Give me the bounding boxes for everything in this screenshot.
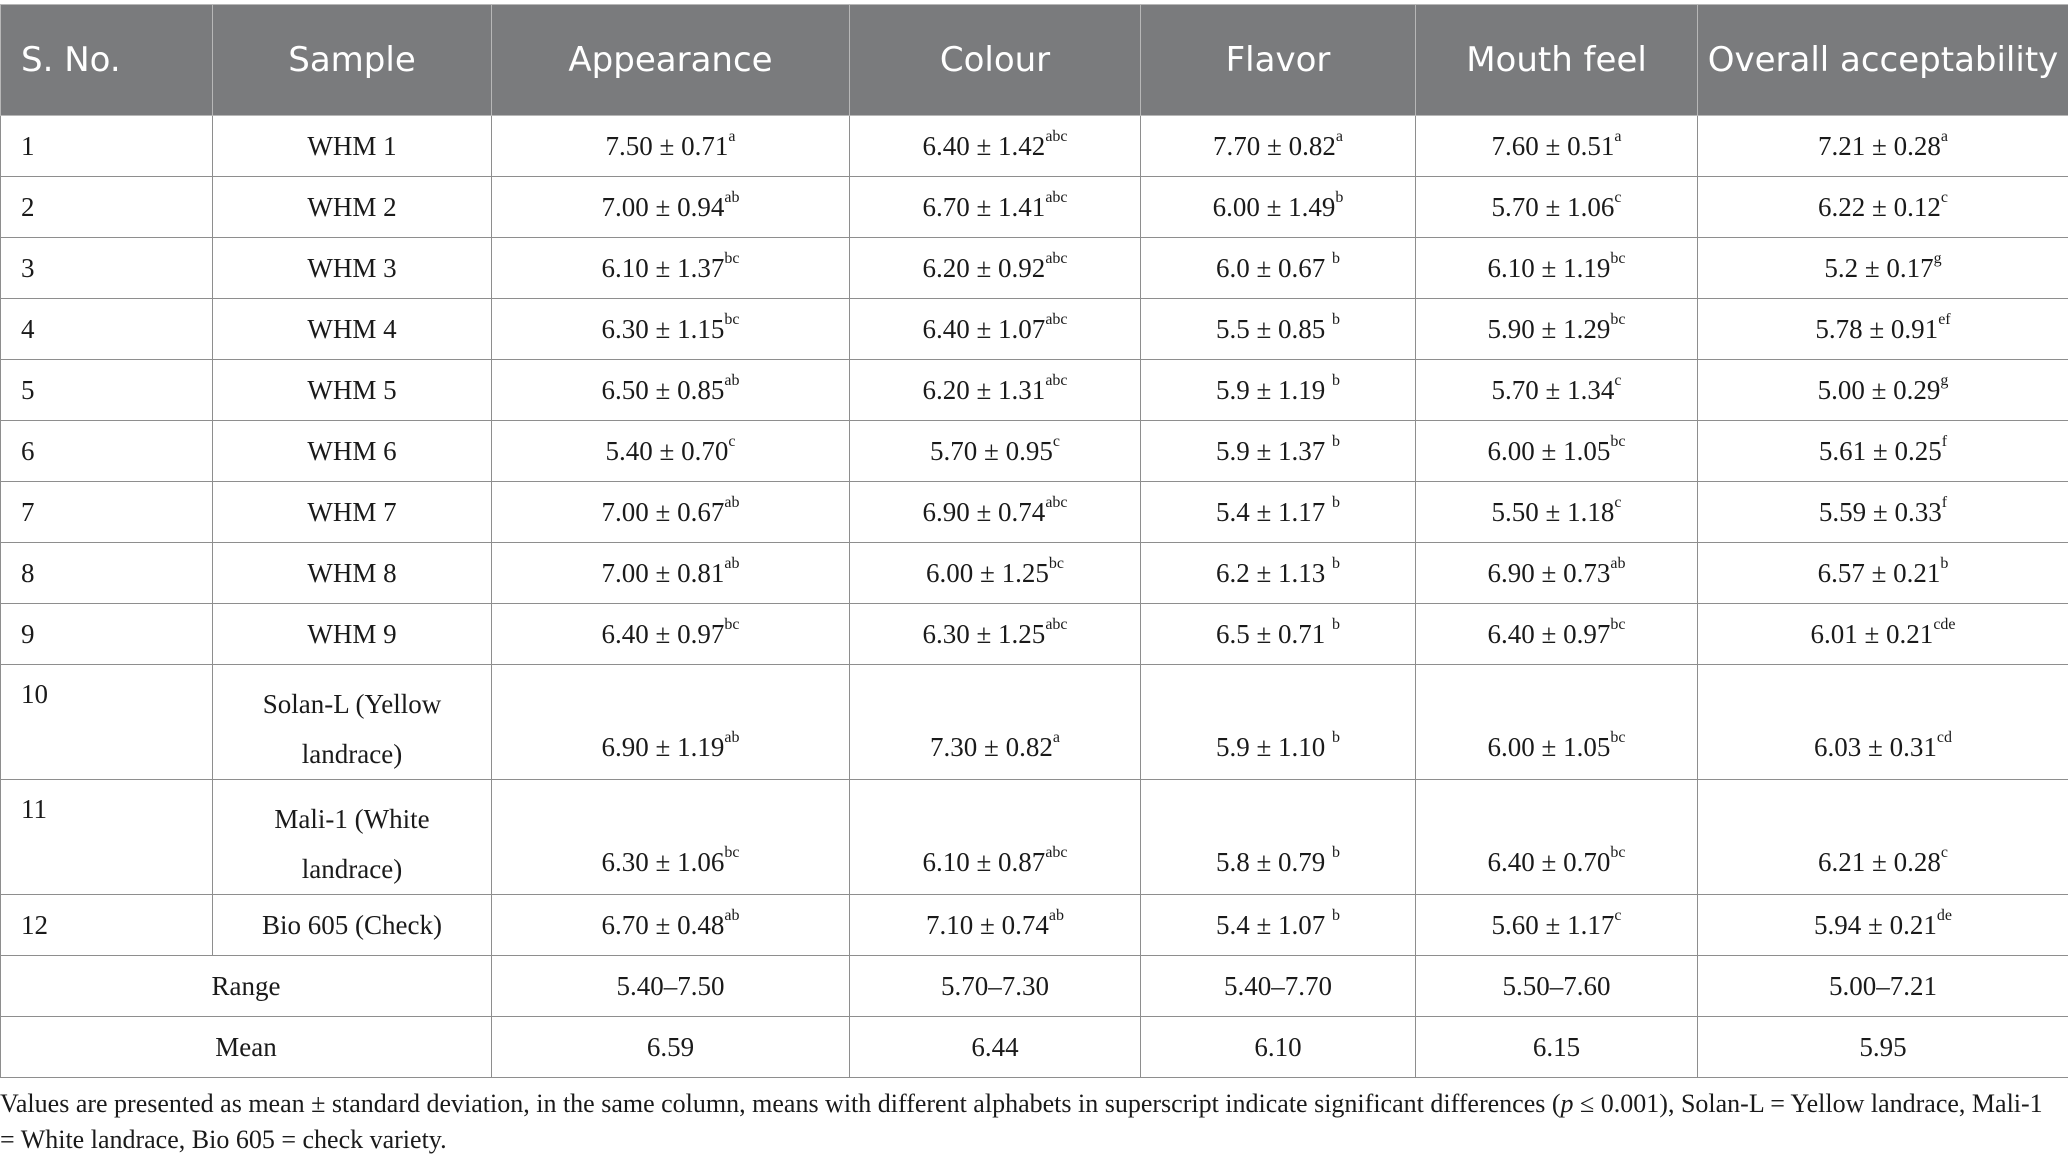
mean-sd-value: 5.78 ± 0.91 xyxy=(1815,313,1939,344)
significance-letters: c xyxy=(1614,906,1622,924)
cell-s-no: 10 xyxy=(1,665,213,780)
significance-letters: a xyxy=(1614,127,1622,145)
cell-s-no: 9 xyxy=(1,604,213,665)
mean-sd-value: 6.01 ± 0.21 xyxy=(1810,618,1934,649)
cell-mouth-feel xyxy=(1416,177,1698,238)
mean-sd-value: 6.40 ± 1.42 xyxy=(922,130,1046,161)
table-row xyxy=(1,665,2068,780)
mean-sd-value: 5.90 ± 1.29 xyxy=(1487,313,1611,344)
mean-sd-value: 6.5 ± 0.71 xyxy=(1215,618,1333,649)
mean-value: 5.95 xyxy=(1698,1017,2068,1078)
mean-sd-value: 6.00 ± 1.05 xyxy=(1487,435,1611,466)
mean-sd-value: 5.9 ± 1.37 xyxy=(1215,435,1333,466)
header-sample: Sample xyxy=(213,5,492,116)
significance-letters: abc xyxy=(1045,371,1068,389)
cell-mouth-feel xyxy=(1416,238,1698,299)
table-row xyxy=(1,543,2068,604)
table-header-row xyxy=(1,5,2068,116)
mean-sd-value: 5.59 ± 0.33 xyxy=(1818,496,1942,527)
cell-appearance xyxy=(492,543,850,604)
cell-sample: WHM 2 xyxy=(213,177,492,238)
cell-s-no: 8 xyxy=(1,543,213,604)
significance-letters: b xyxy=(1332,554,1341,572)
sensory-evaluation-table xyxy=(0,4,2068,1078)
cell-flavor xyxy=(1141,665,1416,780)
mean-sd-value: 7.21 ± 0.28 xyxy=(1818,130,1941,161)
cell-flavor xyxy=(1141,421,1416,482)
header-overall-acceptability: Overall acceptability xyxy=(1698,5,2068,116)
cell-sample: WHM 8 xyxy=(213,543,492,604)
significance-letters: ab xyxy=(724,729,740,746)
significance-letters: b xyxy=(1332,371,1341,389)
significance-letters: abc xyxy=(1045,249,1068,267)
significance-letters: bc xyxy=(724,249,740,267)
mean-sd-value: 6.00 ± 1.05 xyxy=(1487,732,1611,762)
mean-sd-value: 6.40 ± 0.70 xyxy=(1487,847,1611,877)
mean-sd-value: 6.22 ± 0.12 xyxy=(1818,191,1941,222)
mean-sd-value: 6.30 ± 1.06 xyxy=(601,847,725,877)
cell-mouth-feel xyxy=(1416,665,1698,780)
significance-letters: b xyxy=(1332,493,1341,511)
cell-overall-acceptability xyxy=(1698,543,2068,604)
cell-overall-acceptability xyxy=(1698,895,2068,956)
cell-flavor xyxy=(1141,604,1416,665)
sample-name-line: Solan-L (Yellow xyxy=(262,689,442,719)
cell-s-no: 12 xyxy=(1,895,213,956)
cell-overall-acceptability xyxy=(1698,604,2068,665)
mean-sd-value: 6.21 ± 0.28 xyxy=(1818,847,1941,877)
footnote-text-end: ≤ 0.001), Solan-L = Yellow landrace, Mali-1 = White landrace, Bio 605 = check variety. xyxy=(0,1089,2043,1154)
mean-sd-value: 5.70 ± 1.34 xyxy=(1491,374,1615,405)
significance-letters: b xyxy=(1940,554,1949,572)
range-value: 5.40–7.70 xyxy=(1141,956,1416,1017)
cell-mouth-feel xyxy=(1416,482,1698,543)
cell-mouth-feel xyxy=(1416,116,1698,177)
cell-flavor xyxy=(1141,177,1416,238)
sample-name-line: landrace) xyxy=(301,854,403,884)
table-row xyxy=(1,116,2068,177)
cell-colour xyxy=(850,604,1141,665)
cell-flavor xyxy=(1141,895,1416,956)
cell-mouth-feel xyxy=(1416,421,1698,482)
cell-sample: WHM 7 xyxy=(213,482,492,543)
significance-letters: b xyxy=(1332,729,1341,746)
significance-letters: c xyxy=(1614,188,1622,206)
mean-sd-value: 6.00 ± 1.25 xyxy=(926,557,1049,588)
cell-sample: WHM 4 xyxy=(213,299,492,360)
cell-appearance xyxy=(492,177,850,238)
mean-sd-value: 5.5 ± 0.85 xyxy=(1215,313,1333,344)
cell-s-no: 2 xyxy=(1,177,213,238)
range-value: 5.40–7.50 xyxy=(492,956,850,1017)
mean-sd-value: 5.9 ± 1.10 xyxy=(1215,732,1333,762)
cell-overall-acceptability xyxy=(1698,665,2068,780)
significance-letters: cde xyxy=(1933,615,1956,633)
mean-sd-value: 7.30 ± 0.82 xyxy=(930,732,1053,762)
table-row xyxy=(1,421,2068,482)
mean-sd-value: 7.00 ± 0.94 xyxy=(601,191,725,222)
cell-overall-acceptability xyxy=(1698,421,2068,482)
significance-letters: b xyxy=(1332,249,1341,267)
header-s-no: S. No. xyxy=(1,5,213,116)
cell-mouth-feel xyxy=(1416,543,1698,604)
cell-appearance xyxy=(492,421,850,482)
significance-letters: abc xyxy=(1045,615,1068,633)
cell-colour xyxy=(850,116,1141,177)
significance-letters: bc xyxy=(1610,729,1626,746)
mean-sd-value: 6.20 ± 1.31 xyxy=(922,374,1046,405)
cell-mouth-feel xyxy=(1416,780,1698,895)
significance-letters: cd xyxy=(1936,729,1952,746)
significance-letters: a xyxy=(728,127,736,145)
cell-s-no: 3 xyxy=(1,238,213,299)
table-row xyxy=(1,482,2068,543)
significance-letters: b xyxy=(1332,615,1341,633)
mean-sd-value: 5.40 ± 0.70 xyxy=(605,435,729,466)
significance-letters: ab xyxy=(724,188,740,206)
mean-sd-value: 6.00 ± 1.49 xyxy=(1212,191,1336,222)
mean-sd-value: 6.40 ± 0.97 xyxy=(601,618,725,649)
cell-appearance xyxy=(492,238,850,299)
mean-sd-value: 6.10 ± 0.87 xyxy=(922,847,1046,877)
significance-letters: bc xyxy=(1610,249,1626,267)
significance-letters: bc xyxy=(1048,554,1064,572)
cell-appearance xyxy=(492,665,850,780)
cell-sample: Bio 605 (Check) xyxy=(213,895,492,956)
mean-sd-value: 6.90 ± 0.73 xyxy=(1487,557,1611,588)
significance-letters: c xyxy=(1614,371,1622,389)
significance-letters: a xyxy=(1335,127,1343,145)
mean-sd-value: 5.70 ± 1.06 xyxy=(1491,191,1615,222)
sample-name-line: Mali-1 (White xyxy=(274,804,430,834)
cell-colour xyxy=(850,360,1141,421)
cell-overall-acceptability xyxy=(1698,116,2068,177)
mean-sd-value: 7.10 ± 0.74 xyxy=(926,909,1049,940)
cell-appearance xyxy=(492,780,850,895)
significance-letters: c xyxy=(1940,188,1948,206)
range-value: 5.50–7.60 xyxy=(1416,956,1698,1017)
significance-letters: c xyxy=(1940,844,1948,861)
significance-letters: ef xyxy=(1938,310,1951,328)
range-label: Range xyxy=(1,956,492,1017)
cell-mouth-feel xyxy=(1416,604,1698,665)
cell-s-no: 11 xyxy=(1,780,213,895)
mean-sd-value: 6.0 ± 0.67 xyxy=(1215,252,1333,283)
table-footnote xyxy=(0,1086,2060,1158)
mean-sd-value: 5.94 ± 0.21 xyxy=(1814,909,1937,940)
table-row xyxy=(1,360,2068,421)
significance-letters: abc xyxy=(1045,127,1068,145)
mean-sd-value: 7.00 ± 0.67 xyxy=(601,496,725,527)
significance-letters: f xyxy=(1941,493,1948,511)
mean-sd-value: 7.60 ± 0.51 xyxy=(1491,130,1615,161)
cell-overall-acceptability xyxy=(1698,482,2068,543)
significance-letters: ab xyxy=(724,493,740,511)
header-flavor: Flavor xyxy=(1141,5,1416,116)
significance-letters: ab xyxy=(724,906,740,924)
footnote-text-start: Values are presented as mean ± standard deviation, in the same column, means with different alphabets in superscript indicate significant differences ( xyxy=(0,1089,1561,1118)
cell-flavor xyxy=(1141,543,1416,604)
significance-letters: f xyxy=(1941,432,1948,450)
significance-letters: b xyxy=(1332,844,1341,861)
cell-sample: WHM 5 xyxy=(213,360,492,421)
mean-sd-value: 5.61 ± 0.25 xyxy=(1818,435,1942,466)
mean-sd-value: 6.70 ± 1.41 xyxy=(922,191,1046,222)
mean-value: 6.15 xyxy=(1416,1017,1698,1078)
significance-letters: bc xyxy=(724,615,740,633)
significance-letters: bc xyxy=(724,310,740,328)
cell-s-no: 1 xyxy=(1,116,213,177)
significance-letters: b xyxy=(1332,310,1341,328)
header-colour: Colour xyxy=(850,5,1141,116)
cell-appearance xyxy=(492,116,850,177)
mean-sd-value: 5.2 ± 0.17 xyxy=(1824,252,1934,283)
cell-flavor xyxy=(1141,299,1416,360)
significance-letters: a xyxy=(1052,729,1060,746)
mean-label: Mean xyxy=(1,1017,492,1078)
significance-letters: de xyxy=(1936,906,1952,924)
cell-s-no: 5 xyxy=(1,360,213,421)
range-row xyxy=(1,956,2068,1017)
cell-sample: WHM 3 xyxy=(213,238,492,299)
mean-sd-value: 6.40 ± 1.07 xyxy=(922,313,1046,344)
table-row xyxy=(1,238,2068,299)
table-row xyxy=(1,895,2068,956)
significance-letters: b xyxy=(1332,432,1341,450)
mean-sd-value: 6.2 ± 1.13 xyxy=(1215,557,1333,588)
cell-colour xyxy=(850,780,1141,895)
mean-sd-value: 6.70 ± 0.48 xyxy=(601,909,725,940)
cell-colour xyxy=(850,299,1141,360)
range-value: 5.70–7.30 xyxy=(850,956,1141,1017)
cell-overall-acceptability xyxy=(1698,177,2068,238)
cell-sample: WHM 6 xyxy=(213,421,492,482)
mean-sd-value: 5.00 ± 0.29 xyxy=(1817,374,1941,405)
table-row xyxy=(1,780,2068,895)
significance-letters: ab xyxy=(724,554,740,572)
cell-colour xyxy=(850,482,1141,543)
cell-s-no: 7 xyxy=(1,482,213,543)
cell-colour xyxy=(850,238,1141,299)
cell-flavor xyxy=(1141,360,1416,421)
mean-sd-value: 6.30 ± 1.15 xyxy=(601,313,725,344)
mean-sd-value: 6.40 ± 0.97 xyxy=(1487,618,1611,649)
cell-colour xyxy=(850,895,1141,956)
mean-value: 6.59 xyxy=(492,1017,850,1078)
cell-overall-acceptability xyxy=(1698,360,2068,421)
mean-sd-value: 6.03 ± 0.31 xyxy=(1814,732,1937,762)
mean-value: 6.10 xyxy=(1141,1017,1416,1078)
significance-letters: bc xyxy=(1610,310,1626,328)
significance-letters: abc xyxy=(1045,310,1068,328)
significance-letters: c xyxy=(1614,493,1622,511)
cell-flavor xyxy=(1141,116,1416,177)
mean-sd-value: 6.30 ± 1.25 xyxy=(922,618,1046,649)
mean-sd-value: 6.90 ± 1.19 xyxy=(601,732,725,762)
cell-flavor xyxy=(1141,780,1416,895)
cell-appearance xyxy=(492,482,850,543)
significance-letters: abc xyxy=(1045,493,1068,511)
significance-letters: c xyxy=(728,432,736,450)
cell-colour xyxy=(850,177,1141,238)
significance-letters: b xyxy=(1335,188,1344,206)
significance-letters: g xyxy=(1940,371,1949,389)
significance-letters: a xyxy=(1940,127,1948,145)
mean-sd-value: 5.9 ± 1.19 xyxy=(1215,374,1333,405)
header-mouth-feel: Mouth feel xyxy=(1416,5,1698,116)
mean-value: 6.44 xyxy=(850,1017,1141,1078)
cell-overall-acceptability xyxy=(1698,238,2068,299)
significance-letters: ab xyxy=(724,371,740,389)
cell-overall-acceptability xyxy=(1698,299,2068,360)
significance-letters: bc xyxy=(1610,615,1626,633)
cell-s-no: 4 xyxy=(1,299,213,360)
cell-appearance xyxy=(492,895,850,956)
mean-sd-value: 5.4 ± 1.17 xyxy=(1215,496,1333,527)
mean-sd-value: 7.50 ± 0.71 xyxy=(605,130,729,161)
cell-sample: WHM 9 xyxy=(213,604,492,665)
mean-sd-value: 6.10 ± 1.19 xyxy=(1487,252,1611,283)
cell-flavor xyxy=(1141,482,1416,543)
cell-appearance xyxy=(492,604,850,665)
mean-sd-value: 6.57 ± 0.21 xyxy=(1817,557,1941,588)
mean-sd-value: 6.10 ± 1.37 xyxy=(601,252,725,283)
significance-letters: bc xyxy=(1610,432,1626,450)
cell-appearance xyxy=(492,360,850,421)
significance-letters: ab xyxy=(1610,554,1626,572)
cell-mouth-feel xyxy=(1416,299,1698,360)
cell-mouth-feel xyxy=(1416,895,1698,956)
cell-sample: WHM 1 xyxy=(213,116,492,177)
mean-sd-value: 6.50 ± 0.85 xyxy=(601,374,725,405)
footnote-p-symbol: p xyxy=(1560,1089,1574,1118)
cell-colour xyxy=(850,543,1141,604)
cell-s-no: 6 xyxy=(1,421,213,482)
significance-letters: bc xyxy=(1610,844,1626,861)
significance-letters: c xyxy=(1052,432,1060,450)
header-appearance: Appearance xyxy=(492,5,850,116)
mean-sd-value: 5.60 ± 1.17 xyxy=(1491,909,1615,940)
significance-letters: abc xyxy=(1045,844,1068,861)
mean-sd-value: 6.90 ± 0.74 xyxy=(922,496,1046,527)
significance-letters: g xyxy=(1933,249,1942,267)
mean-sd-value: 7.00 ± 0.81 xyxy=(601,557,725,588)
mean-row xyxy=(1,1017,2068,1078)
cell-appearance xyxy=(492,299,850,360)
range-value: 5.00–7.21 xyxy=(1698,956,2068,1017)
cell-colour xyxy=(850,665,1141,780)
cell-sample xyxy=(213,780,492,895)
mean-sd-value: 5.70 ± 0.95 xyxy=(930,435,1053,466)
table-row xyxy=(1,604,2068,665)
table-row xyxy=(1,299,2068,360)
mean-sd-value: 5.4 ± 1.07 xyxy=(1215,909,1333,940)
table-row xyxy=(1,177,2068,238)
cell-colour xyxy=(850,421,1141,482)
mean-sd-value: 5.8 ± 0.79 xyxy=(1215,847,1333,877)
mean-sd-value: 5.50 ± 1.18 xyxy=(1491,496,1615,527)
significance-letters: b xyxy=(1332,906,1341,924)
cell-mouth-feel xyxy=(1416,360,1698,421)
mean-sd-value: 6.20 ± 0.92 xyxy=(922,252,1046,283)
significance-letters: abc xyxy=(1045,188,1068,206)
significance-letters: ab xyxy=(1048,906,1064,924)
cell-sample xyxy=(213,665,492,780)
cell-flavor xyxy=(1141,238,1416,299)
sample-name-line: landrace) xyxy=(301,739,403,769)
significance-letters: bc xyxy=(724,844,740,861)
cell-overall-acceptability xyxy=(1698,780,2068,895)
mean-sd-value: 7.70 ± 0.82 xyxy=(1213,130,1336,161)
